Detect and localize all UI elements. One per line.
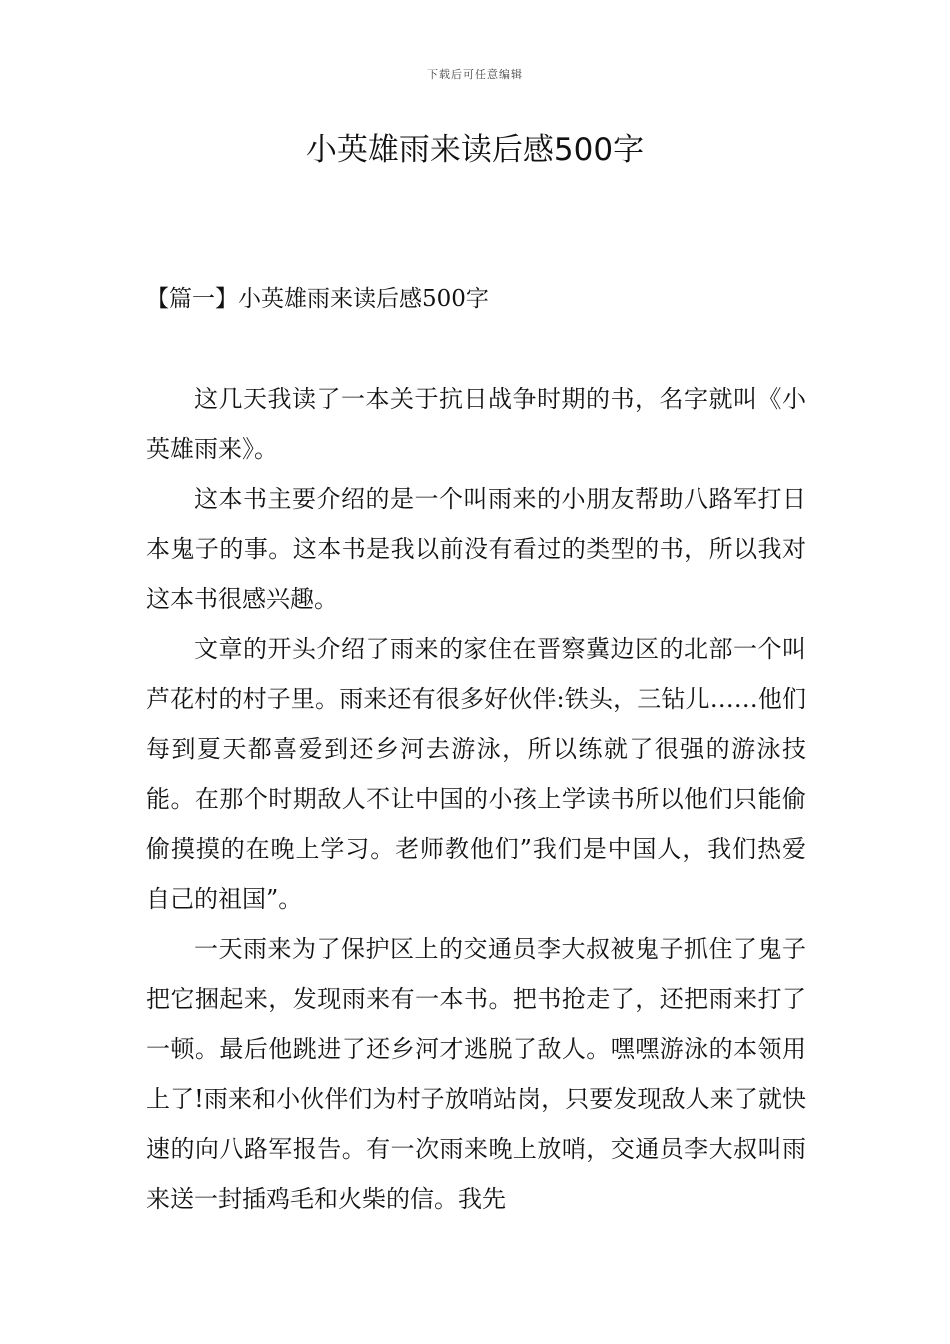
paragraph: 这本书主要介绍的是一个叫雨来的小朋友帮助八路军打日本鬼子的事。这本书是我以前没有看过的类型的书，所以我对这本书很感兴趣。: [146, 485, 806, 613]
paragraph: 一天雨来为了保护区上的交通员李大叔被鬼子抓住了鬼子把它捆起来，发现雨来有一本书。把书抢走了，还把雨来打了一顿。最后他跳进了还乡河才逃脱了敌人。嘿嘿游泳的本领用上了!雨来和小伙伴们为村子放哨站岗，只要发现敌人来了就快速的向八路军报告。有一次雨来晚上放哨，交通员李大叔叫雨来送一封插鸡毛和火柴的信。我先: [146, 935, 806, 1213]
section-heading: 【篇一】小英雄雨来读后感500字: [146, 286, 489, 312]
paragraph: 文章的开头介绍了雨来的家住在晋察冀边区的北部一个叫芦花村的村子里。雨来还有很多好伙伴:铁头，三钻儿……他们每到夏天都喜爱到还乡河去游泳，所以练就了很强的游泳技能。在那个时期敌人不让中国的小孩上学读书所以他们只能偷偷摸摸的在晚上学习。老师教他们”我们是中国人，我们热爱自己的祖国”。: [146, 635, 806, 913]
header-note: 下载后可任意编辑: [427, 68, 523, 81]
body-text: [146, 374, 806, 1224]
document-title: 小英雄雨来读后感500字: [305, 132, 645, 168]
paragraph: 这几天我读了一本关于抗日战争时期的书，名字就叫《小英雄雨来》。: [146, 385, 806, 463]
